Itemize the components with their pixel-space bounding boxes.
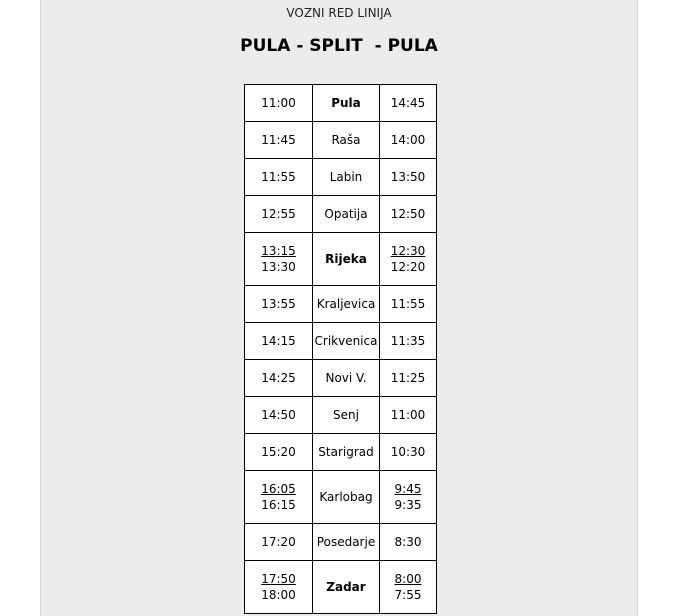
station-name: Karlobag [313, 471, 380, 524]
station-name: Raša [313, 122, 380, 159]
table-row [245, 524, 437, 561]
return-time: 14:00 [390, 133, 426, 147]
departure-time-cell [245, 85, 313, 122]
return-time: 8:30 [394, 535, 422, 549]
station-name: Zadar [313, 561, 380, 614]
departure-time: 15:20 [261, 445, 296, 459]
return-time: 8:00 [394, 572, 422, 586]
departure-time: 18:00 [261, 588, 296, 602]
station-name: Crikvenica [313, 323, 380, 360]
return-time-cell [380, 159, 437, 196]
return-time-cell [380, 434, 437, 471]
station-name: Starigrad [313, 434, 380, 471]
departure-time: 12:55 [261, 207, 296, 221]
return-time-cell [380, 85, 437, 122]
content-panel [40, 0, 638, 616]
departure-time: 14:50 [261, 408, 296, 422]
departure-time: 11:00 [261, 96, 296, 110]
return-time: 11:00 [390, 408, 426, 422]
departure-time-cell [245, 323, 313, 360]
table-row [245, 471, 437, 524]
return-time-cell [380, 196, 437, 233]
departure-time-cell [245, 561, 313, 614]
return-time: 11:55 [390, 297, 426, 311]
station-name: Kraljevica [313, 286, 380, 323]
departure-time: 11:55 [261, 170, 296, 184]
departure-time: 13:15 [261, 244, 296, 258]
table-row [245, 434, 437, 471]
return-time-cell [380, 397, 437, 434]
return-time-cell [380, 286, 437, 323]
route-title: PULA - SPLIT - PULA [240, 36, 438, 56]
return-time-cell [380, 323, 437, 360]
departure-time-cell [245, 159, 313, 196]
station-name: Labin [313, 159, 380, 196]
return-time-cell [380, 360, 437, 397]
return-time: 7:55 [394, 588, 422, 602]
departure-time-cell [245, 397, 313, 434]
departure-time: 17:50 [261, 572, 296, 586]
timetable-body [245, 85, 437, 614]
station-name: Novi V. [313, 360, 380, 397]
table-row [245, 122, 437, 159]
table-row [245, 561, 437, 614]
departure-time-cell [245, 196, 313, 233]
return-time: 9:45 [394, 482, 422, 496]
return-time: 14:45 [390, 96, 426, 110]
departure-time: 16:05 [261, 482, 296, 496]
return-time: 12:30 [390, 244, 426, 258]
departure-time: 11:45 [261, 133, 296, 147]
table-row [245, 85, 437, 122]
departure-time: 16:15 [261, 498, 296, 512]
table-row [245, 286, 437, 323]
return-time: 11:35 [390, 334, 426, 348]
table-row [245, 159, 437, 196]
departure-time-cell [245, 233, 313, 286]
table-row [245, 323, 437, 360]
departure-time: 13:30 [261, 260, 296, 274]
return-time: 12:20 [390, 260, 426, 274]
return-time-cell [380, 233, 437, 286]
departure-time-cell [245, 524, 313, 561]
departure-time-cell [245, 471, 313, 524]
station-name: Posedarje [313, 524, 380, 561]
departure-time-cell [245, 122, 313, 159]
station-name: Opatija [313, 196, 380, 233]
return-time-cell [380, 561, 437, 614]
page-subtitle: VOZNI RED LINIJA [286, 6, 392, 20]
return-time: 12:50 [390, 207, 426, 221]
return-time-cell [380, 122, 437, 159]
return-time: 13:50 [390, 170, 426, 184]
return-time: 11:25 [390, 371, 426, 385]
table-row [245, 233, 437, 286]
departure-time: 14:15 [261, 334, 296, 348]
station-name: Pula [313, 85, 380, 122]
departure-time: 17:20 [261, 535, 296, 549]
departure-time-cell [245, 286, 313, 323]
return-time: 9:35 [394, 498, 422, 512]
return-time-cell [380, 524, 437, 561]
timetable [244, 84, 437, 614]
station-name: Senj [313, 397, 380, 434]
departure-time: 13:55 [261, 297, 296, 311]
return-time: 10:30 [390, 445, 426, 459]
departure-time: 14:25 [261, 371, 296, 385]
station-name: Rijeka [313, 233, 380, 286]
departure-time-cell [245, 360, 313, 397]
table-row [245, 196, 437, 233]
return-time-cell [380, 471, 437, 524]
departure-time-cell [245, 434, 313, 471]
table-row [245, 360, 437, 397]
table-row [245, 397, 437, 434]
